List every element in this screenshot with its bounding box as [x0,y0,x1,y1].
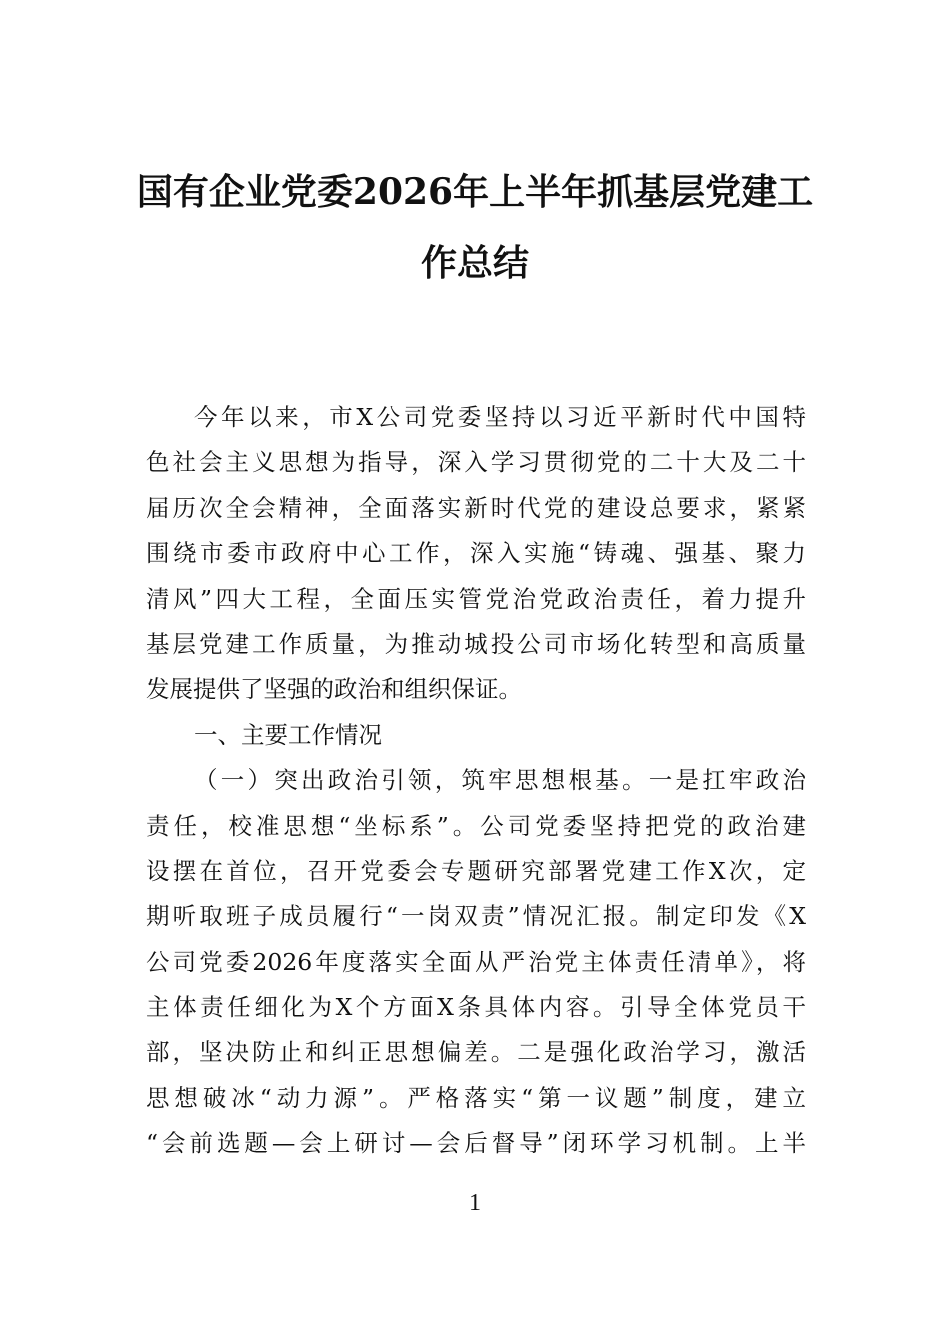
body-line: 围绕市委市政府中心工作，深入实施“铸魂、强基、聚力 [146,539,806,568]
body-line: 今年以来，市X公司党委坚持以习近平新时代中国特 [194,403,806,431]
page-number: 1 [469,1190,481,1216]
document-body [146,395,806,1167]
body-line: 期听取班子成员履行“一岗双责”情况汇报。制定印发《X [146,902,806,931]
body-line: “会前选题—会上研讨—会后督导”闭环学习机制。上半 [146,1129,806,1158]
body-line: 届历次全会精神，全面落实新时代党的建设总要求，紧紧 [146,493,806,522]
body-line: 部，坚决防止和纠正思想偏差。二是强化政治学习，激活 [146,1038,806,1067]
body-line: 主体责任细化为X个方面X条具体内容。引导全体党员干 [146,993,806,1022]
body-line: 设摆在首位，召开党委会专题研究部署党建工作X次，定 [146,856,806,885]
body-line: 公司党委2026年度落实全面从严治党主体责任清单》，将 [146,947,806,976]
body-line: 色社会主义思想为指导，深入学习贯彻党的二十大及二十 [146,448,806,477]
document-title-line-2: 作总结 [420,242,529,284]
body-line: 责任，校准思想“坐标系”。公司党委坚持把党的政治建 [146,811,806,840]
body-line: 基层党建工作质量，为推动城投公司市场化转型和高质量 [146,629,806,658]
body-line: 清风”四大工程，全面压实管党治党政治责任，着力提升 [146,584,806,613]
section-heading: 一、主要工作情况 [194,720,382,749]
body-line: 思想破冰“动力源”。严格落实“第一议题”制度，建立 [146,1083,806,1112]
body-line: （一）突出政治引领，筑牢思想根基。一是扛牢政治 [194,766,806,795]
body-line: 发展提供了坚强的政治和组织保证。 [146,675,522,704]
document-title-line-1: 国有企业党委2026年上半年抓基层党建工 [136,171,814,213]
